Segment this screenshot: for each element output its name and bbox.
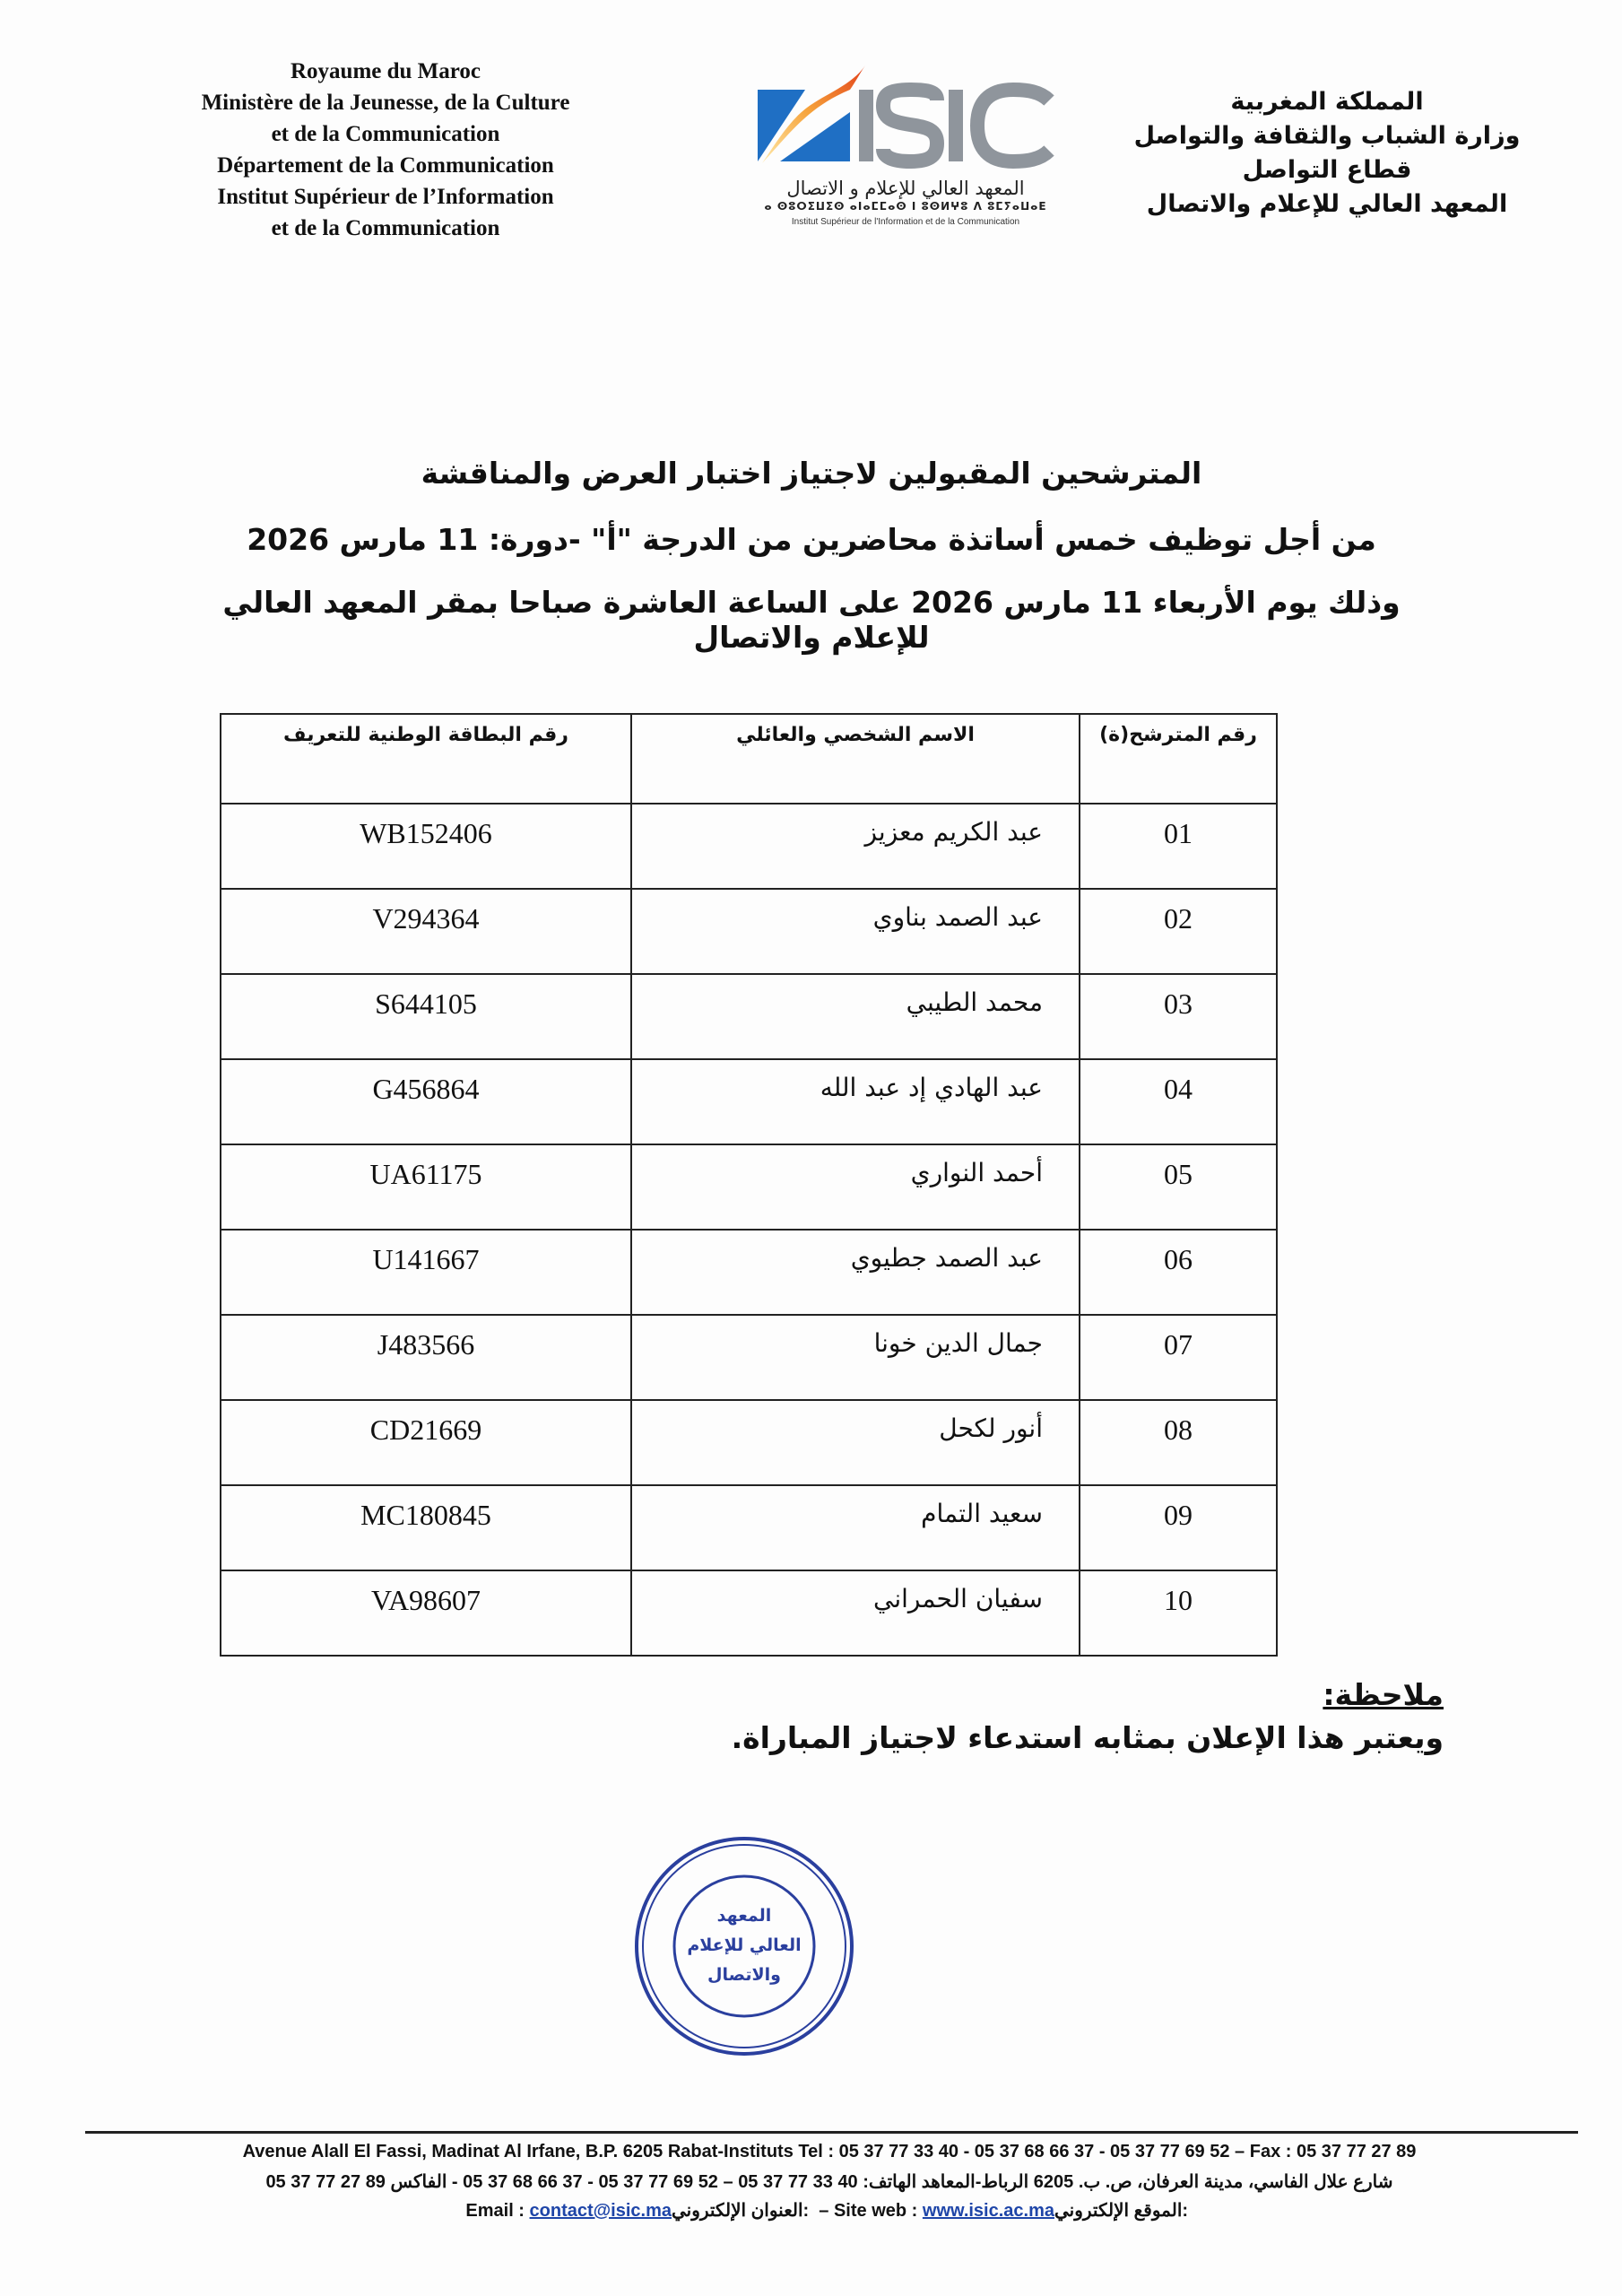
- candidate-name: سفيان الحمراني: [631, 1570, 1080, 1656]
- site-label-ar: :الموقع الإلكتروني: [1054, 2201, 1193, 2221]
- candidate-name: عبد الصمد جطيوي: [631, 1230, 1080, 1315]
- site-label: – Site web :: [813, 2201, 923, 2221]
- header-national-id: رقم البطاقة الوطنية للتعريف: [221, 714, 631, 804]
- table-row: [221, 804, 1277, 889]
- table-header-row: [221, 714, 1277, 804]
- official-stamp: [628, 1837, 861, 2057]
- table-row: [221, 1059, 1277, 1144]
- header-french: [134, 56, 637, 244]
- table-row: [221, 1315, 1277, 1400]
- svg-text:المملكة المغربية • وزارة الشبا: [628, 1837, 636, 1841]
- candidate-number: 09: [1080, 1485, 1277, 1570]
- logo-tifinagh-name: ⴰ ⵙⵓⵔⵉⵡⵉⵙ ⴰⵏⴰⵎⵎⴰⵙ ⵏ ⵓⵙⵍⵖⵓ ⴷ ⵓⵎⵢⴰⵡⴰⴹ: [764, 200, 1047, 213]
- table-row: [221, 1400, 1277, 1485]
- note-label: ملاحظة:: [1323, 1677, 1444, 1712]
- candidate-name: عبد الكريم معزيز: [631, 804, 1080, 889]
- email-link[interactable]: contact@isic.ma: [529, 2201, 672, 2221]
- candidate-number: 10: [1080, 1570, 1277, 1656]
- candidate-national-id: S644105: [221, 974, 631, 1059]
- table-row: [221, 889, 1277, 974]
- table-row: [221, 1570, 1277, 1656]
- header-french-line: Ministère de la Jeunesse, de la Culture: [201, 91, 570, 115]
- isic-logo: [753, 63, 1058, 242]
- header-arabic-line: وزارة الشباب والثقافة والتواصل: [1133, 122, 1521, 150]
- candidate-national-id: G456864: [221, 1059, 631, 1144]
- candidate-name: عبد الهادي إد عبد الله: [631, 1059, 1080, 1144]
- logo-arabic-name: المعهد العالي للإعلام و الاتصال: [786, 178, 1025, 199]
- candidate-national-id: UA61175: [221, 1144, 631, 1230]
- candidate-national-id: V294364: [221, 889, 631, 974]
- footer-divider: [85, 2131, 1578, 2134]
- candidate-national-id: U141667: [221, 1230, 631, 1315]
- candidate-name: أنور لكحل: [631, 1400, 1080, 1485]
- footer-address-fr: Avenue Alall El Fassi, Madinat Al Irfane, B.P. 6205 Rabat-Instituts Tel : 05 37 77 33 40 - 05 37 68 66 37 - 05 37 77 69 52 – Fax : 05 37 77 27 89: [242, 2142, 1417, 2161]
- candidate-name: جمال الدين خونا: [631, 1315, 1080, 1400]
- candidate-number: 07: [1080, 1315, 1277, 1400]
- website-link[interactable]: www.isic.ac.ma: [922, 2201, 1054, 2221]
- isic-logo-mark: [753, 63, 1058, 179]
- candidates-table: [220, 713, 1278, 1657]
- stamp-line: العالي للإعلام: [687, 1935, 802, 1955]
- candidate-number: 02: [1080, 889, 1277, 974]
- header-french-line: et de la Communication: [271, 216, 500, 240]
- stamp-center-text: [681, 1901, 807, 1990]
- candidate-number: 06: [1080, 1230, 1277, 1315]
- candidate-national-id: VA98607: [221, 1570, 631, 1656]
- table-row: [221, 1230, 1277, 1315]
- document-title: المترشحين المقبولين لاجتياز اختبار العرض والمناقشة: [421, 456, 1202, 491]
- header-french-line: Département de la Communication: [217, 153, 554, 178]
- table-row: [221, 974, 1277, 1059]
- header-french-line: Royaume du Maroc: [290, 59, 481, 83]
- candidate-national-id: MC180845: [221, 1485, 631, 1570]
- candidate-name: عبد الصمد بناوي: [631, 889, 1080, 974]
- email-label-ar: :العنوان الإلكتروني: [671, 2201, 814, 2221]
- candidate-name: أحمد النواري: [631, 1144, 1080, 1230]
- stamp-line: المعهد: [716, 1906, 772, 1926]
- candidate-number: 01: [1080, 804, 1277, 889]
- table-row: [221, 1485, 1277, 1570]
- stamp-ring-text: [628, 1837, 636, 1841]
- logo-french-name: Institut Supérieur de l'Information et de la Communication: [791, 217, 1020, 227]
- candidate-number: 05: [1080, 1144, 1277, 1230]
- header-full-name: الاسم الشخصي والعائلي: [631, 714, 1080, 804]
- email-label: Email :: [465, 2201, 530, 2221]
- header-candidate-number: رقم المترشح(ة): [1080, 714, 1277, 804]
- candidate-national-id: J483566: [221, 1315, 631, 1400]
- candidate-number: 04: [1080, 1059, 1277, 1144]
- header-arabic: [1103, 85, 1551, 222]
- candidate-national-id: CD21669: [221, 1400, 631, 1485]
- footer-contact: [81, 2199, 1578, 2222]
- header-arabic-line: المعهد العالي للإعلام والاتصال: [1146, 190, 1508, 218]
- candidate-name: سعيد التمام: [631, 1485, 1080, 1570]
- header-french-line: et de la Communication: [271, 122, 500, 146]
- header-french-line: Institut Supérieur de l’Information: [217, 185, 554, 209]
- candidate-number: 08: [1080, 1400, 1277, 1485]
- footer-address-ar: شارع علال الفاسي، مدينة العرفان، ص. ب. 6205 الرباط-المعاهد الهاتف: 40 33 77 37 05 – 52 69 77 37 05 - 37 66 68 37 05 - الفاكس 89 27 77 37 05: [265, 2172, 1393, 2192]
- table-row: [221, 1144, 1277, 1230]
- candidate-national-id: WB152406: [221, 804, 631, 889]
- candidate-name: محمد الطيبي: [631, 974, 1080, 1059]
- header-arabic-line: المملكة المغربية: [1230, 88, 1424, 116]
- document-subtitle-date: وذلك يوم الأربعاء 11 مارس 2026 على الساعة العاشرة صباحا بمقر المعهد العالي للإعلام والاتصال: [222, 585, 1401, 655]
- document-subtitle: من أجل توظيف خمس أساتذة محاضرين من الدرجة "أ" -دورة: 11 مارس 2026: [247, 522, 1376, 557]
- header-arabic-line: قطاع التواصل: [1242, 156, 1412, 184]
- candidate-number: 03: [1080, 974, 1277, 1059]
- note-text: ويعتبر هذا الإعلان بمثابه استدعاء لاجتياز المباراة.: [731, 1720, 1444, 1755]
- stamp-line: والاتصال: [707, 1965, 781, 1985]
